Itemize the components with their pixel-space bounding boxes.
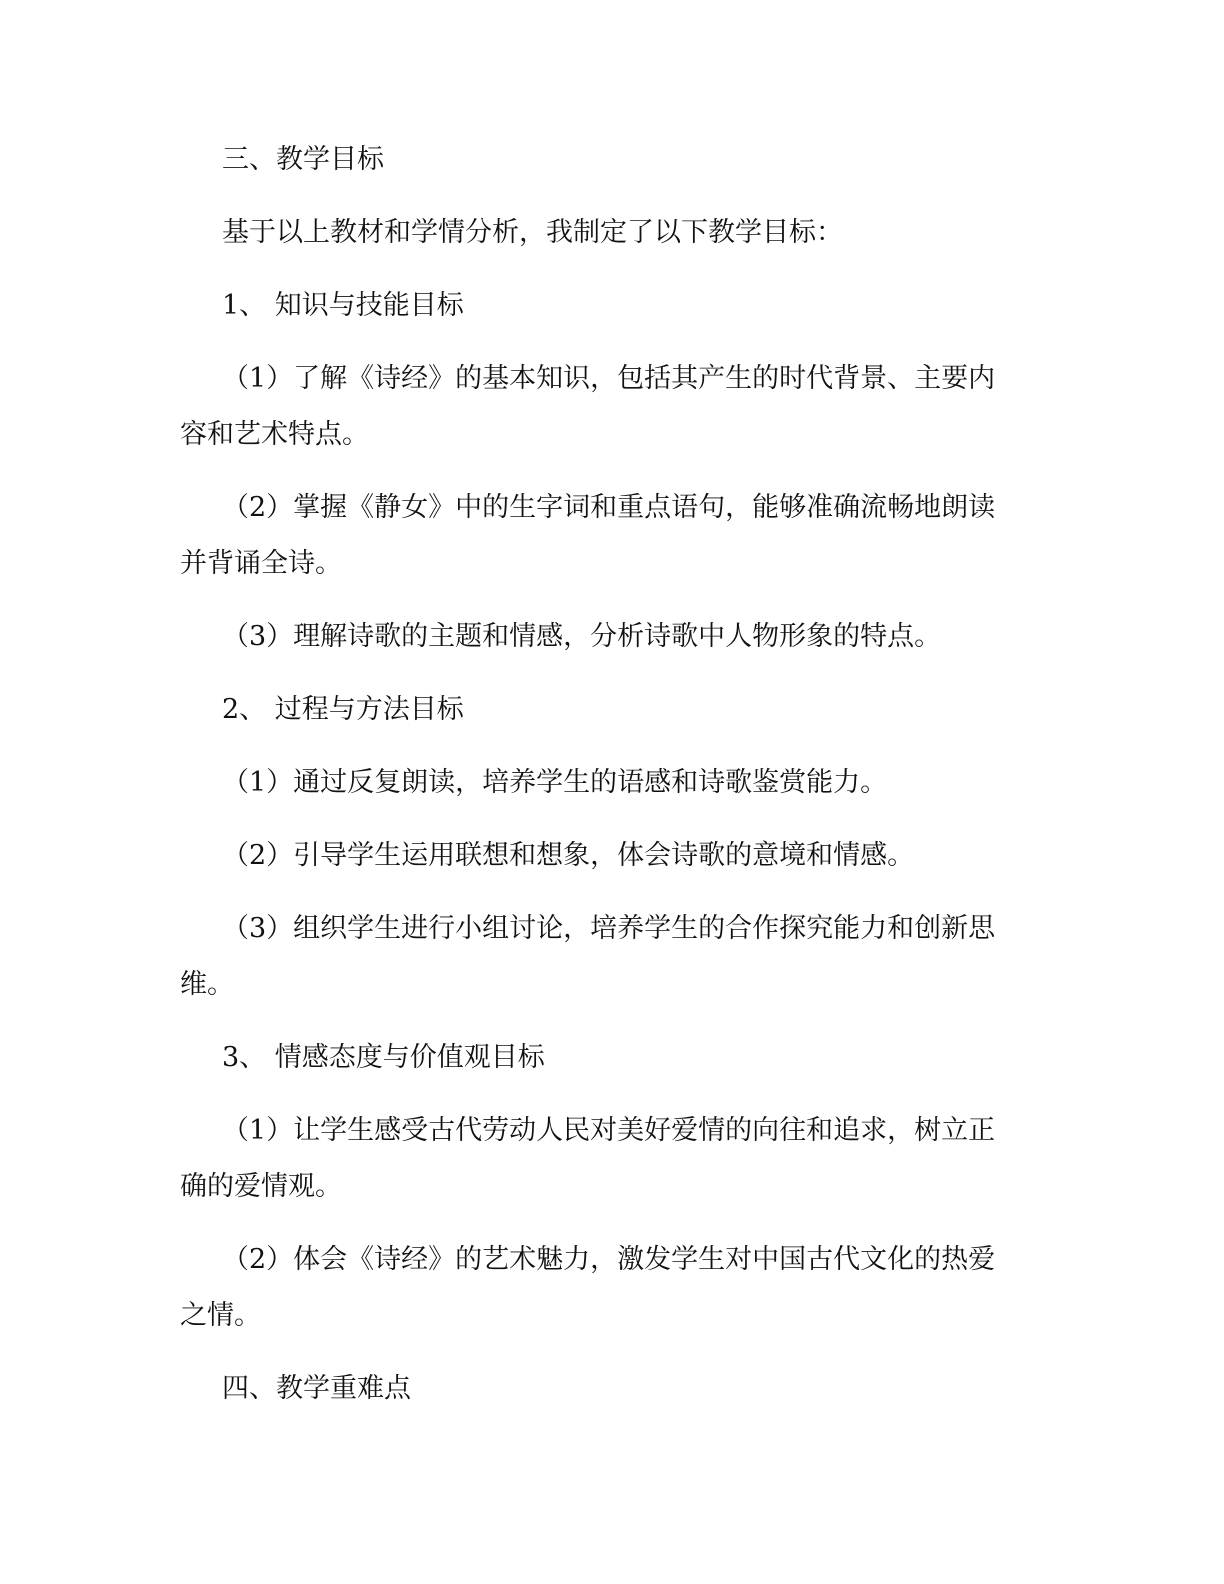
goal-item: （1）了解《诗经》的基本知识，包括其产生的时代背景、主要内容和艺术特点。 <box>180 363 996 450</box>
goal-item: （1）让学生感受古代劳动人民对美好爱情的向往和追求，树立正确的爱情观。 <box>180 1115 996 1202</box>
goal-item: （3）理解诗歌的主题和情感，分析诗歌中人物形象的特点。 <box>222 621 942 652</box>
goal-item: （2）引导学生运用联想和想象，体会诗歌的意境和情感。 <box>222 840 915 871</box>
section-heading-teaching-goals: 三、教学目标 <box>222 144 384 175</box>
subheading-knowledge-skills: 1、 知识与技能目标 <box>222 290 464 321</box>
goal-item: （3）组织学生进行小组讨论，培养学生的合作探究能力和创新思维。 <box>180 913 996 1000</box>
goal-item: （2）掌握《静女》中的生字词和重点语句，能够准确流畅地朗读并背诵全诗。 <box>180 492 996 579</box>
goal-item: （2）体会《诗经》的艺术魅力，激发学生对中国古代文化的热爱之情。 <box>180 1244 996 1331</box>
subheading-emotion-values: 3、 情感态度与价值观目标 <box>222 1042 545 1073</box>
goal-item: （1）通过反复朗读，培养学生的语感和诗歌鉴赏能力。 <box>222 767 888 798</box>
section-heading-key-difficulties: 四、教学重难点 <box>222 1373 411 1404</box>
intro-paragraph: 基于以上教材和学情分析，我制定了以下教学目标： <box>222 217 843 248</box>
subheading-process-methods: 2、 过程与方法目标 <box>222 694 464 725</box>
document-body <box>180 132 1020 1434</box>
